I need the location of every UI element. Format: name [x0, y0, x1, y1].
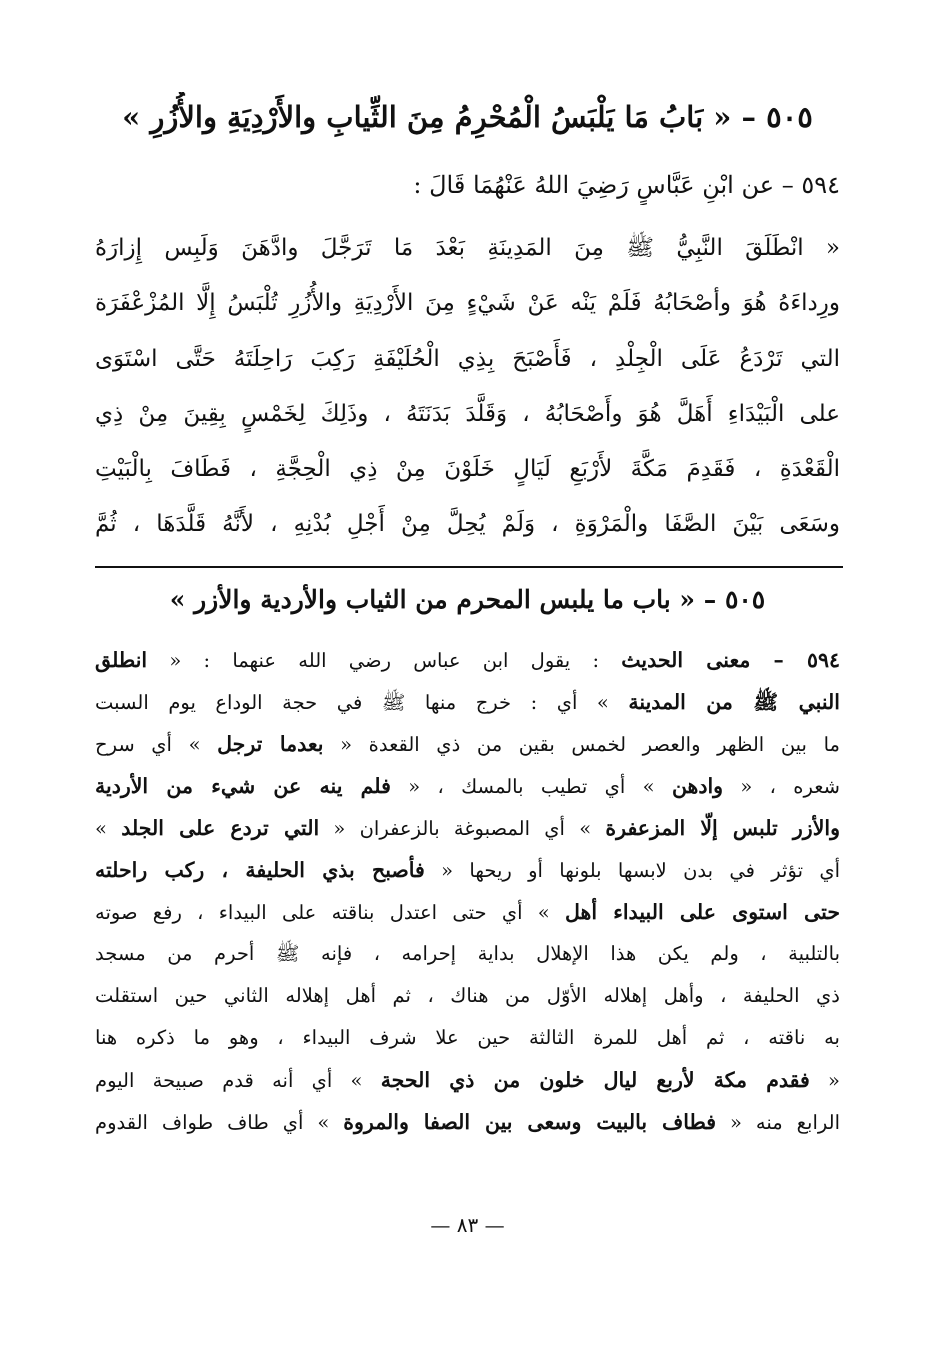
hadith-text-line: ورِداءَهُ هُوَ وأصْحَابُهُ فَلَمْ يَنْه عَنْ شَيْءٍ مِنَ الأَرْدِيَةِ والأُزُرِ تُلْبَسُ إِلَّا المُزْعْفَرَة [95, 290, 840, 316]
commentary-quoted-phrase: والأزر تلبس إلّا المزعفرة [605, 816, 840, 840]
commentary-text-line [95, 1102, 840, 1142]
commentary-text-line [95, 976, 840, 1016]
commentary-quoted-phrase: فلم ينه عن شيء من الأردية [95, 774, 391, 798]
commentary-quoted-phrase: بعدما ترجل [217, 732, 324, 756]
section-divider [95, 566, 843, 568]
commentary-text-line [95, 724, 840, 764]
commentary-text: به ناقته ، ثم أهل للمرة الثالثة حين علا شرف البيداء ، وهو ما ذكره هنا [95, 1026, 840, 1049]
hadith-text-line: وسَعَى بَيْنَ الصَّفَا والْمَرْوَةِ ، وَلَمْ يُحِلَّ مِنْ أَجْلِ بُدْنِهِ ، لأَنَّهُ قَلَّدَهَا ، ثُمَّ [95, 511, 840, 537]
commentary-quoted-phrase: حتى استوى على البيداء أهل [564, 900, 840, 924]
commentary-text: » أي المصبوغة بالزعفران « [319, 817, 606, 840]
commentary-text: أي تؤثر في بدن لابسها بلونها أو ريحها « [424, 859, 840, 882]
commentary-quoted-phrase: انطلق [95, 648, 148, 672]
hadith-text-line: التي تَرْدَعُ عَلَى الْجِلْدِ ، فَأَصْبَحَ بِذِي الْحُلَيْفَةِ رَكِبَ رَاحِلَتَهُ حَتَّى اسْتَوَى [95, 346, 840, 372]
page-number: — ٨٣ — [430, 1213, 505, 1237]
commentary-text: « [809, 1069, 840, 1092]
commentary-quoted-phrase: فطاف بالبيت وسعى بين الصفا والمروة [343, 1110, 717, 1134]
commentary-text-line [95, 892, 840, 932]
commentary-text: ذي الحليفة ، وأهل إهلاله الأوّل من هناك ، ثم أهل إهلاله الثاني حين استقلت [95, 984, 840, 1007]
commentary-text: » أي أنه قدم صبيحة اليوم [95, 1069, 381, 1092]
commentary-text-line [95, 1060, 840, 1100]
commentary-text-line [95, 808, 840, 848]
commentary-text: » أي تطيب بالمسك ، « [390, 775, 672, 798]
hadith-text-line: على الْبَيْدَاءِ أَهَلَّ هُوَ وأَصْحَابُهُ ، وَقَلَّدَ بَدَنَتَهُ ، وذَلِكَ لِخَمْسٍ بِقِينَ مِنْ ذِي [95, 401, 840, 427]
hadith-narrator-intro: ٥٩٤ – عن ابْنِ عَبَّاسٍ رَضِيَ اللهُ عَنْهُمَا قَالَ : [413, 171, 840, 199]
commentary-text-line [95, 850, 840, 890]
commentary-chapter-heading: ٥٠٥ – « باب ما يلبس المحرم من الثياب والأردية والأزر » [169, 585, 766, 614]
commentary-text: بالتلبية ، ولم يكن هذا الإهلال بداية إحرامه ، فإنه ﷺ أحرم من مسجد [95, 942, 840, 965]
commentary-quoted-phrase: ٥٩٤ – معنى الحديث [621, 648, 840, 672]
commentary-quoted-phrase: التي تردع على الجلد [121, 816, 320, 840]
hadith-chapter-heading: ٥٠٥ – « بَابُ مَا يَلْبَسُ الْمُحْرِمُ مِنَ الثِّيابِ والأَرْدِيَةِ والأُزُرِ » [122, 100, 813, 134]
commentary-quoted-phrase: النبي ﷺ من المدينة [628, 690, 840, 714]
commentary-text-line [95, 682, 840, 722]
commentary-text-line [95, 766, 840, 806]
commentary-quoted-phrase: فأصبح بذي الحليفة ، ركب راحلته [95, 858, 425, 882]
commentary-text: الرابع منه « [716, 1111, 840, 1134]
commentary-text: » أي : خرج منها ﷺ في حجة الوداع يوم السبت [95, 691, 629, 714]
commentary-text-line [95, 934, 840, 974]
commentary-text: : يقول ابن عباس رضي الله عنهما : « [147, 649, 622, 672]
commentary-quoted-phrase: وادهن [671, 774, 724, 798]
commentary-text: شعره ، « [723, 775, 840, 798]
commentary-text: » أي حتى اعتدل بناقته على البيداء ، رفع صوته [95, 901, 565, 924]
commentary-text-line [95, 640, 840, 680]
hadith-text-line: « انْطَلَقَ النَّبِيُّ ﷺ مِنَ المَدِينَةِ بَعْدَ مَا تَرَجَّلَ وادَّهَنَ وَلَبِس إِزارَهُ [95, 235, 840, 261]
commentary-text-line [95, 1018, 840, 1058]
commentary-text: » أي سرح [95, 733, 218, 756]
commentary-text: » [95, 817, 122, 840]
hadith-text-line: الْقَعْدَةِ ، فَقَدِمَ مَكَّةَ لأَرْبَعِ لَيَالٍ خَلَوْنَ مِنْ ذِي الْحِجَّةِ ، فَطَافَ بِالْبَيْتِ [95, 456, 840, 482]
commentary-text: ما بين الظهر والعصر لخمس بقين من ذي القعدة « [323, 733, 840, 756]
commentary-text: » أي طاف طواف القدوم [95, 1111, 344, 1134]
commentary-quoted-phrase: فقدم مكة لأربع ليال خلون من ذي الحجة [380, 1068, 810, 1092]
